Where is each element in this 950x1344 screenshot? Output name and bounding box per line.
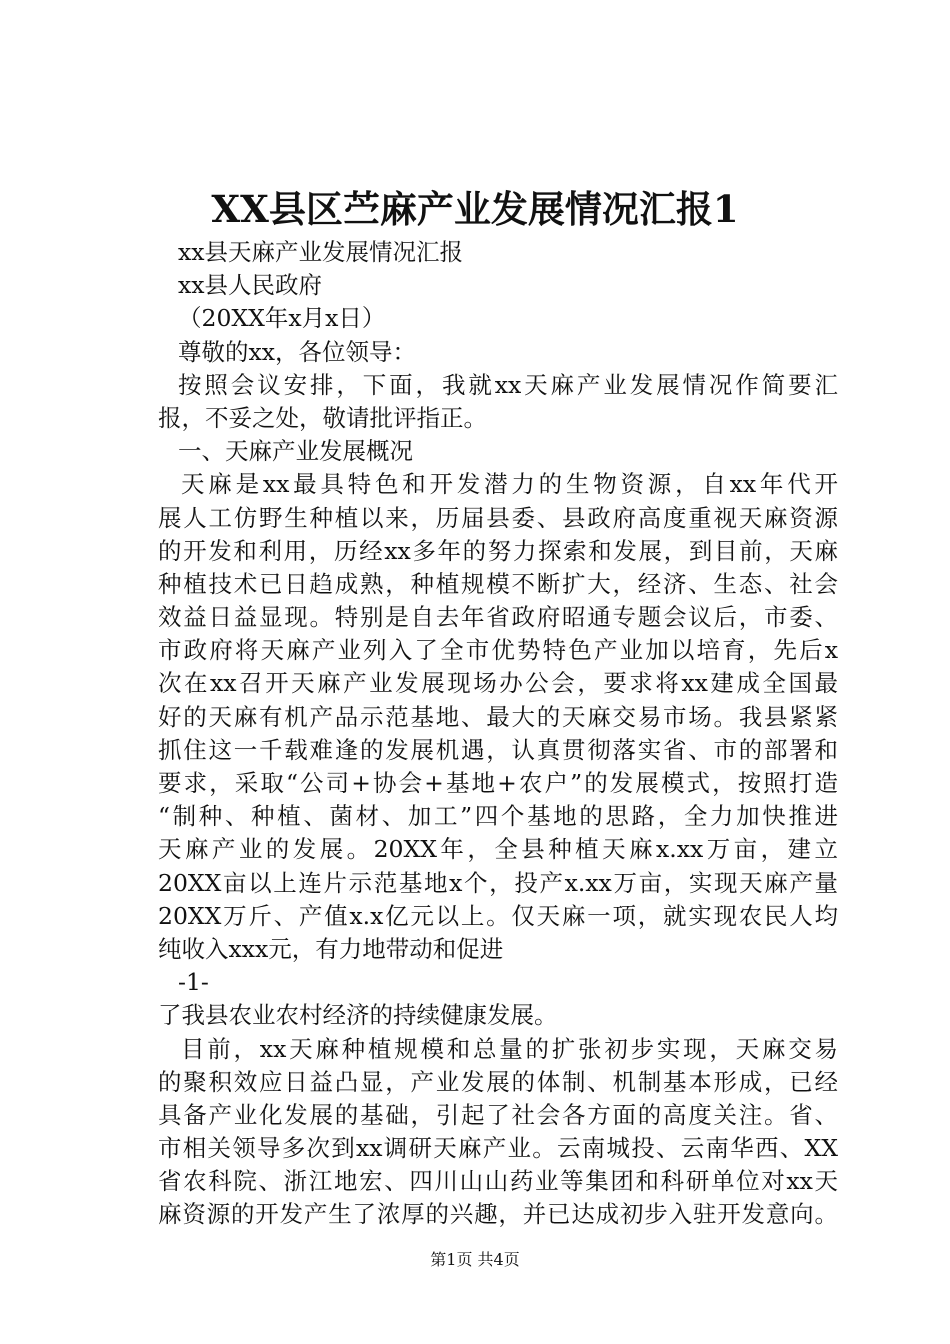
paragraph-line: 天麻是xx最具特色和开发潜力的生物资源，自xx年代开 — [181, 470, 838, 499]
page-footer: 第1页 共4页 — [430, 1250, 520, 1269]
paragraph-line: 种植技术已日趋成熟，种植规模不断扩大，经济、生态、社会 — [158, 569, 838, 598]
paragraph-line: 具备产业化发展的基础，引起了社会各方面的高度关注。省、 — [158, 1100, 838, 1129]
paragraph-line: 天麻产业的发展。20XX年，全县种植天麻x.xx万亩，建立 — [158, 835, 838, 864]
paragraph-line: 按照会议安排，下面，我就xx天麻产业发展情况作简要汇 — [178, 370, 838, 399]
section-heading: 一、天麻产业发展概况 — [178, 437, 413, 466]
report-subtitle: xx县天麻产业发展情况汇报 — [178, 238, 464, 266]
paragraph-line: 抓住这一千载难逢的发展机遇，认真贯彻落实省、市的部署和 — [158, 735, 838, 764]
paragraph-line: 的开发和利用，历经xx多年的努力探索和发展，到目前，天麻 — [158, 536, 838, 565]
paragraph-line: 了我县农业农村经济的持续健康发展。 — [158, 1001, 558, 1030]
paragraph-line: 效益日益显现。特别是自去年省政府昭通专题会议后，市委、 — [158, 603, 838, 632]
paragraph-line: 的聚积效应日益凸显，产业发展的体制、机制基本形成，已经 — [158, 1067, 838, 1096]
inline-page-marker: -1- — [178, 968, 209, 997]
paragraph-line: 报，不妥之处，敬请批评指正。 — [158, 403, 487, 432]
report-date: （20XX年x月x日） — [178, 304, 386, 333]
report-issuer: xx县人民政府 — [178, 271, 323, 300]
document-body — [158, 236, 838, 1232]
paragraph-line: 麻资源的开发产生了浓厚的兴趣，并已达成初步入驻开发意向。 — [158, 1200, 838, 1229]
document-title: XX县区苎麻产业发展情况汇报1 — [211, 187, 739, 231]
paragraph-line: 次在xx召开天麻产业发展现场办公会，要求将xx建成全国最 — [158, 669, 838, 698]
paragraph-line: 省农科院、浙江地宏、四川山山药业等集团和科研单位对xx天 — [158, 1167, 838, 1196]
paragraph-line: 20XX万斤、产值x.x亿元以上。仅天麻一项，就实现农民人均 — [158, 901, 838, 930]
paragraph-line: 要求，采取“公司+协会+基地+农户”的发展模式，按照打造 — [158, 769, 838, 797]
paragraph-line: 纯收入xxx元，有力地带动和促进 — [158, 934, 504, 963]
paragraph-line: 展人工仿野生种植以来，历届县委、县政府高度重视天麻资源 — [158, 503, 838, 532]
paragraph-line: 市政府将天麻产业列入了全市优势特色产业加以培育，先后x — [158, 636, 838, 665]
paragraph-line: 市相关领导多次到xx调研天麻产业。云南城投、云南华西、XX — [158, 1134, 838, 1163]
paragraph-line: 好的天麻有机产品示范基地、最大的天麻交易市场。我县紧紧 — [158, 702, 838, 731]
salutation: 尊敬的xx，各位领导： — [178, 337, 417, 366]
paragraph-line: “制种、种植、菌材、加工”四个基地的思路，全力加快推进 — [158, 802, 838, 831]
paragraph-line: 20XX亩以上连片示范基地x个，投产x.xx万亩，实现天麻产量 — [158, 868, 838, 897]
paragraph-line: 目前，xx天麻种植规模和总量的扩张初步实现，天麻交易 — [181, 1034, 838, 1063]
